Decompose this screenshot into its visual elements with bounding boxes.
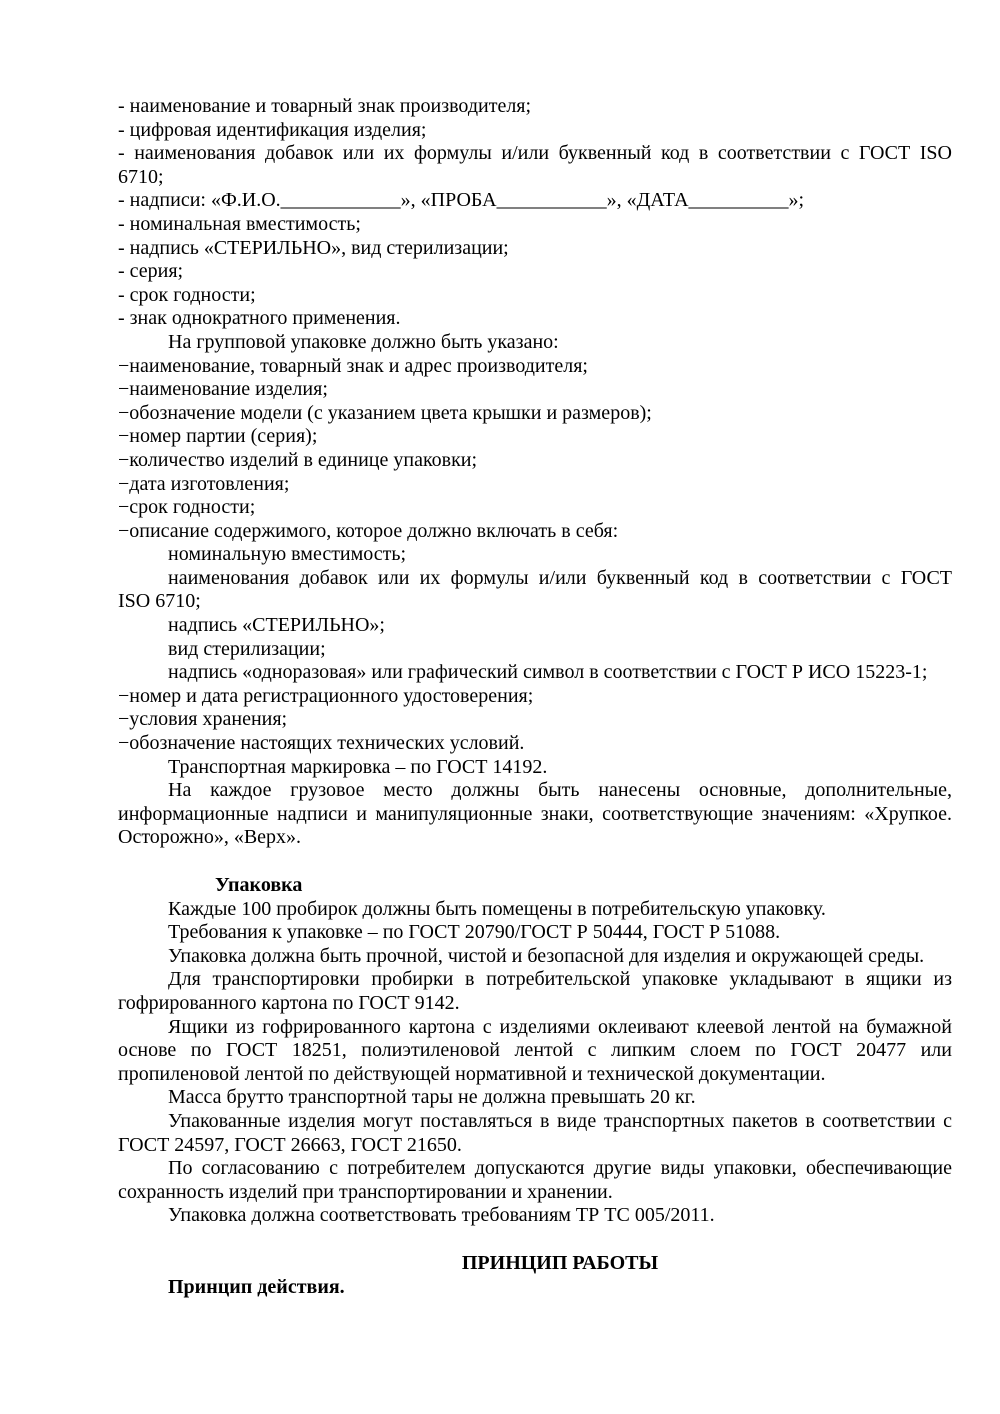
list-item-line: −описание содержимого, которое должно включать в себя: xyxy=(118,519,619,542)
section-heading-packaging-line: Упаковка xyxy=(215,874,303,896)
list-item xyxy=(118,307,952,331)
list-item xyxy=(118,708,952,732)
paragraph-line: На каждое грузовое место должны быть нанесены основные, дополнительные, xyxy=(168,779,952,802)
paragraph xyxy=(118,921,952,945)
list-item-line: −дата изготовления; xyxy=(118,472,290,495)
paragraph-line: наименования добавок или их формулы и/или буквенный код в соответствии с ГОСТ xyxy=(168,566,952,589)
list-item-line: - знак однократного применения. xyxy=(118,307,401,330)
list-item-line: - номинальная вместимость; xyxy=(118,212,361,235)
list-item xyxy=(118,732,952,756)
list-item-line: - наименования добавок или их формулы и/или буквенный код в соответствии с ГОСТ ISO xyxy=(118,142,952,165)
document-content xyxy=(118,95,952,1299)
list-item xyxy=(118,237,952,261)
list-item xyxy=(118,189,952,213)
paragraph xyxy=(118,756,952,780)
paragraph-line: Осторожно», «Верх». xyxy=(118,826,302,849)
list-item xyxy=(118,449,952,473)
section-heading-principle-line: ПРИНЦИП РАБОТЫ xyxy=(461,1251,659,1274)
list-item xyxy=(118,402,952,426)
paragraph xyxy=(118,968,952,1015)
paragraph-line: По согласованию с потребителем допускаются другие виды упаковки, обеспечивающие xyxy=(168,1157,952,1180)
paragraph-line: Каждые 100 пробирок должны быть помещены в потребительскую упаковку. xyxy=(168,897,826,920)
paragraph xyxy=(118,1016,952,1087)
list-item-line: −количество изделий в единице упаковки; xyxy=(118,448,478,471)
paragraph xyxy=(118,331,952,355)
list-item xyxy=(118,95,952,119)
paragraph xyxy=(118,1204,952,1228)
list-item-line: −номер и дата регистрационного удостоверения; xyxy=(118,684,534,707)
paragraph-line: пропиленовой лентой по действующей нормативной и технической документации. xyxy=(118,1062,826,1085)
list-item-line: 6710; xyxy=(118,165,164,188)
paragraph-line: номинальную вместимость; xyxy=(168,543,407,566)
list-item xyxy=(118,496,952,520)
list-item-line: −условия хранения; xyxy=(118,708,288,731)
list-item xyxy=(118,213,952,237)
paragraph-line: Масса брутто транспортной тары не должна превышать 20 кг. xyxy=(168,1086,696,1109)
paragraph xyxy=(118,543,952,567)
paragraph-line: сохранность изделий при транспортировании и хранении. xyxy=(118,1180,613,1203)
paragraph xyxy=(118,1110,952,1157)
list-item-line: −номер партии (серия); xyxy=(118,425,318,448)
paragraph-line: На групповой упаковке должно быть указано: xyxy=(168,330,559,353)
list-item-line: - надписи: «Ф.И.О.____________», «ПРОБА___________», «ДАТА__________»; xyxy=(118,189,805,212)
paragraph xyxy=(118,898,952,922)
paragraph xyxy=(118,567,952,614)
paragraph xyxy=(118,945,952,969)
list-item xyxy=(118,355,952,379)
section-heading-principle xyxy=(118,1252,952,1276)
list-item xyxy=(118,260,952,284)
paragraph-line: информационные надписи и манипуляционные знаки, соответствующие значениям: «Хрупкое. xyxy=(118,802,952,825)
list-item-line: −срок годности; xyxy=(118,496,256,519)
list-item xyxy=(118,473,952,497)
subsection-heading-principle-of-action-line: Принцип действия. xyxy=(168,1275,345,1298)
paragraph xyxy=(118,779,952,850)
paragraph xyxy=(118,661,952,685)
paragraph-line: вид стерилизации; xyxy=(168,637,326,660)
subsection-heading-principle-of-action xyxy=(118,1276,952,1300)
list-item-line: −наименование изделия; xyxy=(118,378,328,401)
list-item-line: - надпись «СТЕРИЛЬНО», вид стерилизации; xyxy=(118,236,509,259)
list-item xyxy=(118,425,952,449)
list-item-line: - серия; xyxy=(118,260,184,283)
paragraph-line: надпись «СТЕРИЛЬНО»; xyxy=(168,614,385,637)
list-item xyxy=(118,119,952,143)
paragraph-line: гофрированного картона по ГОСТ 9142. xyxy=(118,991,460,1014)
list-item xyxy=(118,685,952,709)
paragraph-line: Упакованные изделия могут поставляться в виде транспортных пакетов в соответствии с xyxy=(168,1109,952,1132)
list-item xyxy=(118,378,952,402)
list-item-line: - срок годности; xyxy=(118,283,256,306)
paragraph-line: основе по ГОСТ 18251, полиэтиленовой лентой с липким слоем по ГОСТ 20477 или xyxy=(118,1039,952,1062)
list-item-line: −наименование, товарный знак и адрес производителя; xyxy=(118,354,588,377)
paragraph xyxy=(118,614,952,638)
paragraph-line: Требования к упаковке – по ГОСТ 20790/ГОСТ Р 50444, ГОСТ Р 51088. xyxy=(168,921,781,944)
paragraph-line: ISO 6710; xyxy=(118,590,201,613)
paragraph xyxy=(118,1157,952,1204)
list-item-line: −обозначение настоящих технических условий. xyxy=(118,732,525,755)
paragraph-line: Транспортная маркировка – по ГОСТ 14192. xyxy=(168,755,548,778)
list-item xyxy=(118,520,952,544)
paragraph-line: Упаковка должна соответствовать требованиям ТР ТС 005/2011. xyxy=(168,1204,715,1227)
paragraph xyxy=(118,1086,952,1110)
section-heading-packaging xyxy=(118,874,952,898)
paragraph-line: Ящики из гофрированного картона с изделиями оклеивают клеевой лентой на бумажной xyxy=(168,1015,952,1038)
paragraph-line: надпись «одноразовая» или графический символ в соответствии с ГОСТ Р ИСО 15223-1; xyxy=(168,661,928,684)
list-item xyxy=(118,142,952,189)
list-item-line: −обозначение модели (с указанием цвета крышки и размеров); xyxy=(118,401,652,424)
list-item xyxy=(118,284,952,308)
paragraph-line: Для транспортировки пробирки в потребительской упаковке укладывают в ящики из xyxy=(168,968,952,991)
list-item-line: - цифровая идентификация изделия; xyxy=(118,118,427,141)
paragraph-line: Упаковка должна быть прочной, чистой и безопасной для изделия и окружающей среды. xyxy=(168,944,925,967)
list-item-line: - наименование и товарный знак производителя; xyxy=(118,95,532,117)
paragraph xyxy=(118,638,952,662)
paragraph-line: ГОСТ 24597, ГОСТ 26663, ГОСТ 21650. xyxy=(118,1133,462,1156)
